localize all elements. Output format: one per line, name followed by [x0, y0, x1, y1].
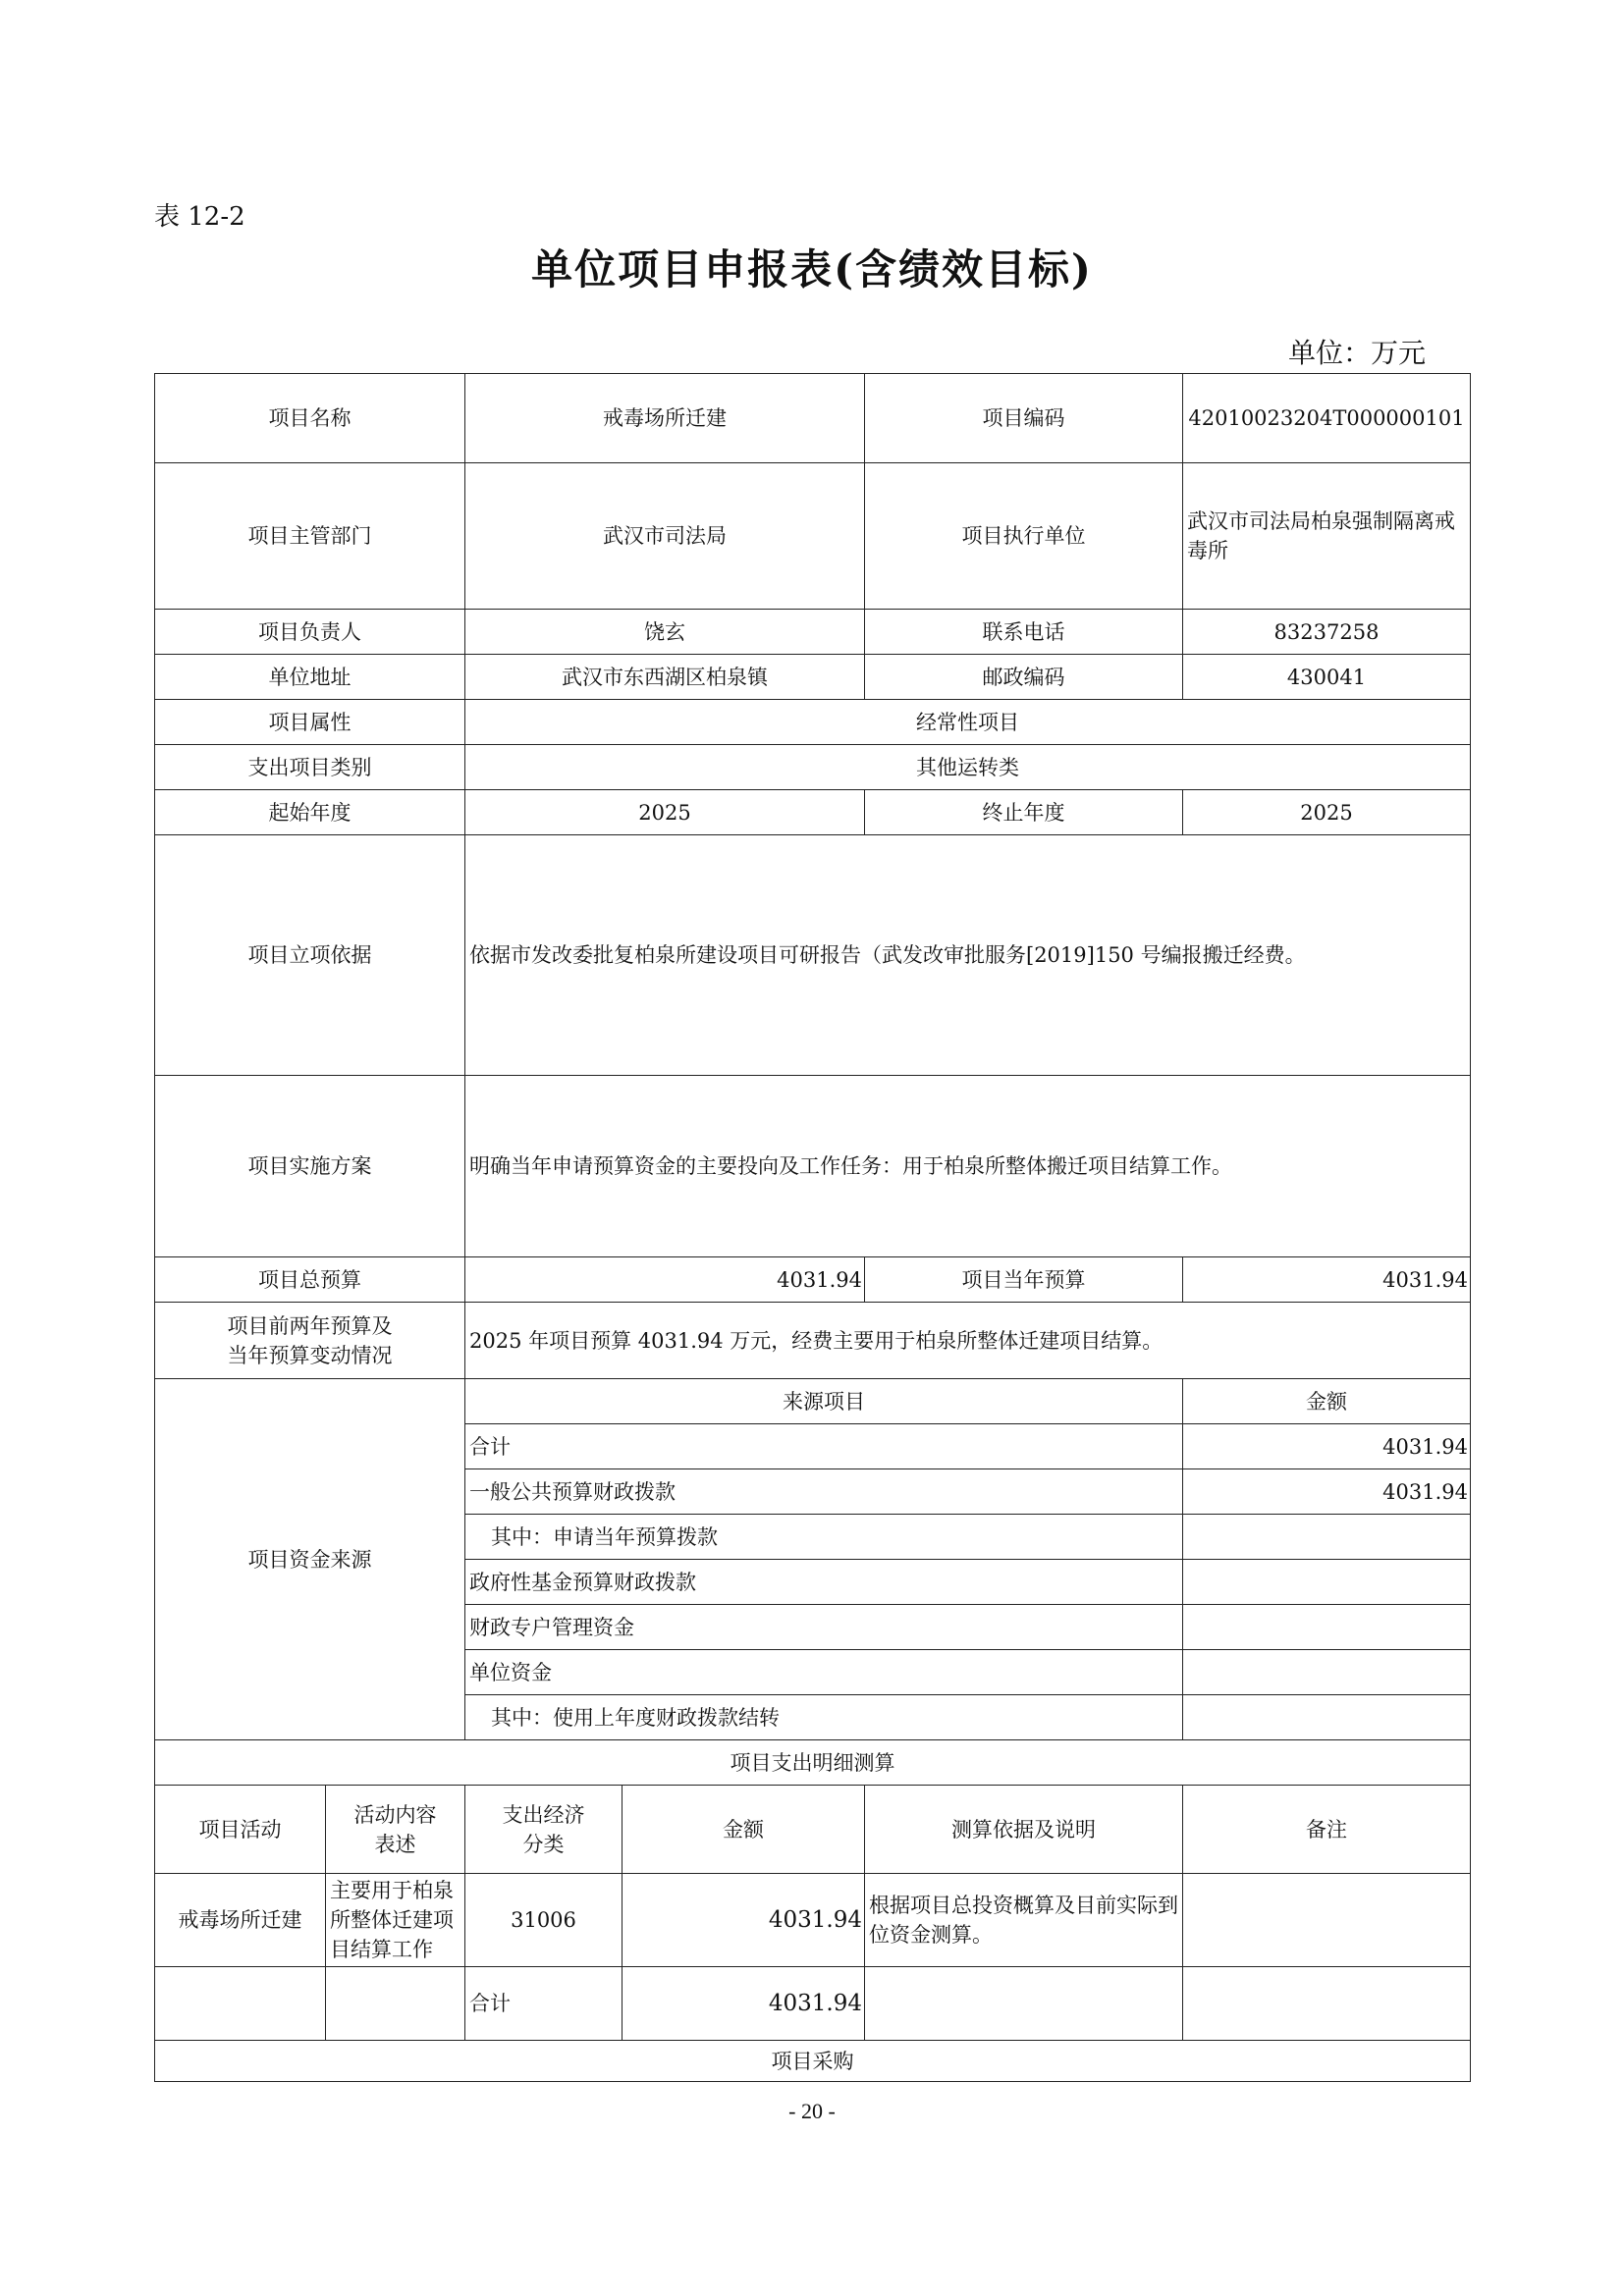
start-year-label: 起始年度: [155, 790, 465, 835]
plan-value: 明确当年申请预算资金的主要投向及工作任务：用于柏泉所整体搬迁项目结算工作。: [465, 1076, 1471, 1257]
funding-col-source: 来源项目: [465, 1379, 1183, 1424]
detail-total-amount: 4031.94: [623, 1967, 865, 2041]
page-number: - 20 -: [788, 2099, 836, 2123]
postcode-value: 430041: [1183, 655, 1471, 700]
start-year-value: 2025: [465, 790, 865, 835]
budget-change-label-line2: 当年预算变动情况: [227, 1343, 393, 1367]
row-project-name: [155, 374, 1471, 463]
row-plan: [155, 1076, 1471, 1257]
detail-total-empty: [326, 1967, 465, 2041]
row-leader: [155, 610, 1471, 655]
year-budget-label: 项目当年预算: [865, 1257, 1183, 1303]
project-name-label: 项目名称: [155, 374, 465, 463]
basis-label: 项目立项依据: [155, 835, 465, 1076]
funding-source: 合计: [465, 1424, 1183, 1469]
funding-source: 单位资金: [465, 1650, 1183, 1695]
funding-amount: [1183, 1515, 1471, 1560]
phone-value: 83237258: [1183, 610, 1471, 655]
unit-label: 单位：万元: [1287, 337, 1426, 369]
detail-header-row: [155, 1786, 1471, 1874]
address-value: 武汉市东西湖区柏泉镇: [465, 655, 865, 700]
detail-total-label: 合计: [465, 1967, 623, 2041]
detail-total-empty: [865, 1967, 1183, 2041]
detail-row: [155, 1874, 1471, 1967]
detail-section-title-row: [155, 1740, 1471, 1786]
detail-total-empty: [155, 1967, 326, 2041]
funding-amount: 4031.94: [1183, 1469, 1471, 1515]
project-name-value: 戒毒场所迁建: [465, 374, 865, 463]
category-label: 支出项目类别: [155, 745, 465, 790]
budget-change-value: 2025 年项目预算 4031.94 万元，经费主要用于柏泉所整体迁建项目结算。: [465, 1303, 1471, 1379]
funding-amount: [1183, 1695, 1471, 1740]
detail-col-desc-line2: 表述: [374, 1832, 416, 1856]
row-basis: [155, 835, 1471, 1076]
detail-total-empty: [1183, 1967, 1471, 2041]
row-years: [155, 790, 1471, 835]
address-label: 单位地址: [155, 655, 465, 700]
detail-activity: 戒毒场所迁建: [155, 1874, 326, 1967]
funding-col-amount: 金额: [1183, 1379, 1471, 1424]
detail-total-row: [155, 1967, 1471, 2041]
exec-unit-label: 项目执行单位: [865, 463, 1183, 610]
funding-amount: [1183, 1650, 1471, 1695]
leader-label: 项目负责人: [155, 610, 465, 655]
plan-label: 项目实施方案: [155, 1076, 465, 1257]
budget-change-label: [155, 1303, 465, 1379]
detail-basis: 根据项目总投资概算及目前实际到位资金测算。: [865, 1874, 1183, 1967]
detail-amount: 4031.94: [623, 1874, 865, 1967]
detail-desc: 主要用于柏泉所整体迁建项目结算工作: [326, 1874, 465, 1967]
detail-col-desc-line1: 活动内容: [353, 1802, 437, 1827]
phone-label: 联系电话: [865, 610, 1183, 655]
funding-source: 其中：申请当年预算拨款: [465, 1515, 1183, 1560]
postcode-label: 邮政编码: [865, 655, 1183, 700]
funding-amount: [1183, 1560, 1471, 1605]
dept-value: 武汉市司法局: [465, 463, 865, 610]
detail-col-basis: 测算依据及说明: [865, 1786, 1183, 1874]
detail-col-amount: 金额: [623, 1786, 865, 1874]
detail-col-desc: [326, 1786, 465, 1874]
detail-col-econ: [465, 1786, 623, 1874]
total-budget-label: 项目总预算: [155, 1257, 465, 1303]
document-title: 单位项目申报表(含绩效目标): [531, 245, 1093, 294]
funding-header-row: [155, 1379, 1471, 1424]
end-year-label: 终止年度: [865, 790, 1183, 835]
project-declaration-table: [154, 373, 1471, 2082]
detail-col-activity: 项目活动: [155, 1786, 326, 1874]
row-category: [155, 745, 1471, 790]
row-address: [155, 655, 1471, 700]
project-code-label: 项目编码: [865, 374, 1183, 463]
funding-source: 其中：使用上年度财政拨款结转: [465, 1695, 1183, 1740]
funding-label: 项目资金来源: [155, 1379, 465, 1740]
detail-econ: 31006: [465, 1874, 623, 1967]
total-budget-value: 4031.94: [465, 1257, 865, 1303]
detail-col-econ-line2: 分类: [522, 1832, 565, 1856]
budget-change-label-line1: 项目前两年预算及: [227, 1313, 393, 1338]
detail-col-econ-line1: 支出经济: [502, 1802, 585, 1827]
row-budget-change: [155, 1303, 1471, 1379]
detail-section-title: 项目支出明细测算: [155, 1740, 1471, 1786]
funding-source: 政府性基金预算财政拨款: [465, 1560, 1183, 1605]
procurement-title: 项目采购: [155, 2041, 1471, 2082]
funding-amount: 4031.94: [1183, 1424, 1471, 1469]
basis-value: 依据市发改委批复柏泉所建设项目可研报告（武发改审批服务[2019]150 号编报搬迁经费。: [465, 835, 1471, 1076]
procurement-row: [155, 2041, 1471, 2082]
row-department: [155, 463, 1471, 610]
exec-unit-value: 武汉市司法局柏泉强制隔离戒毒所: [1183, 463, 1471, 610]
row-attribute: [155, 700, 1471, 745]
detail-note: [1183, 1874, 1471, 1967]
detail-col-note: 备注: [1183, 1786, 1471, 1874]
dept-label: 项目主管部门: [155, 463, 465, 610]
attribute-label: 项目属性: [155, 700, 465, 745]
funding-source: 一般公共预算财政拨款: [465, 1469, 1183, 1515]
attribute-value: 经常性项目: [465, 700, 1471, 745]
project-code-value: 42010023204T000000101: [1183, 374, 1471, 463]
category-value: 其他运转类: [465, 745, 1471, 790]
year-budget-value: 4031.94: [1183, 1257, 1471, 1303]
leader-value: 饶玄: [465, 610, 865, 655]
table-number: 表 12-2: [154, 202, 245, 232]
funding-source: 财政专户管理资金: [465, 1605, 1183, 1650]
funding-amount: [1183, 1605, 1471, 1650]
end-year-value: 2025: [1183, 790, 1471, 835]
row-budget: [155, 1257, 1471, 1303]
